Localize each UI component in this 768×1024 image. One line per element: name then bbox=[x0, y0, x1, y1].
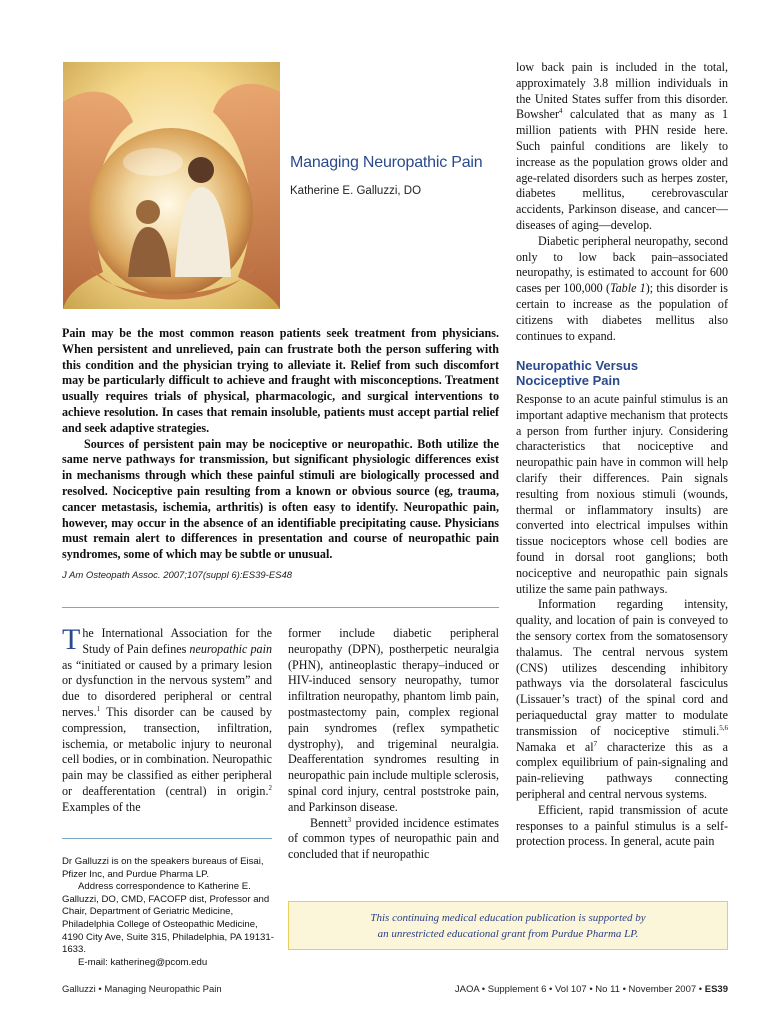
page-number: ES39 bbox=[704, 984, 728, 995]
body-paragraph bbox=[516, 60, 728, 234]
article-title: Managing Neuropathic Pain bbox=[290, 154, 483, 171]
body-paragraph: Response to an acute painful stimulus is an important adaptive mechanism that protects a person from further injury. Considering characteristics that nociceptive and neuropathic pain have in common will help clarify their differences. Pain signals resulting from noxious stimuli (wounds, thermal or inflammatory insults) are converted into electrical impulses within tissue nociceptors whose cell bodies are found in dorsal root ganglions; both nociceptive and neuropathic pain signals utilize the same pain pathways. bbox=[516, 392, 728, 596]
body-column-3-bottom bbox=[516, 392, 728, 850]
footnote-divider bbox=[62, 838, 272, 839]
article-author: Katherine E. Galluzzi, DO bbox=[290, 185, 422, 197]
abstract bbox=[62, 326, 499, 563]
drop-cap: T bbox=[62, 623, 81, 656]
text-run: he International Association for the Study of Pain defines bbox=[82, 626, 272, 656]
body-paragraph: Efficient, rapid transmission of acute responses to a painful stimulus is a self-protection process. In general, acute pain bbox=[516, 802, 728, 849]
reference-superscript: 4 bbox=[559, 107, 563, 116]
text-run: Examples of the bbox=[62, 799, 141, 814]
reference-superscript: 3 bbox=[347, 815, 352, 824]
grant-notice-line: an unrestricted educational grant from Purdue Pharma LP. bbox=[377, 928, 639, 940]
text-run: Namaka et al bbox=[516, 739, 594, 754]
author-footnote bbox=[62, 856, 274, 969]
term-emphasis: neuropathic pain bbox=[189, 641, 272, 656]
body-paragraph: former include diabetic peripheral neuropathy (DPN), postherpetic neuralgia (PHN), antineoplastic therapy–induced or HIV-induced sensory neuropathy, tumor infiltration neuropathy, phantom limb pain, postmastectomy pain, complex regional pain syndromes (reflex sympathetic dystrophy), and trigeminal neuralgia. Deafferentation syndromes resulting in neuropathic pain include multiple sclerosis, spinal cord injury, central poststroke pain, and Parkinson disease. bbox=[288, 626, 499, 814]
email-text: E-mail: katherineg@pcom.edu bbox=[78, 956, 208, 968]
abstract-paragraph: Pain may be the most common reason patients seek treatment from physicians. When persistent and unrelieved, pain can frustrate both the person suffering with this condition and the physician trying to alleviate it. Relief from such discomfort may be particularly difficult to achieve and fraught with misconceptions. Treatment usually requires trials of physical, pharmacologic, and surgical interventions to achieve resolution. In cases that remain insoluble, patients must accept partial relief and seek adaptive strategies. bbox=[62, 326, 499, 435]
text-run: as “initiated or caused by a primary lesion or dysfunction in the nervous system” and due to disordered peripheral or central nerves. bbox=[62, 657, 272, 719]
cupped-hands-photo-icon bbox=[63, 62, 280, 309]
section-heading-line: Nociceptive Pain bbox=[516, 373, 621, 388]
disclosure-text: Dr Galluzzi is on the speakers bureaus of Eisai, Pfizer Inc, and Purdue Pharma LP. bbox=[62, 856, 264, 880]
section-divider bbox=[62, 607, 499, 608]
grant-notice-box bbox=[288, 901, 728, 950]
reference-superscript: 5,6 bbox=[719, 723, 728, 732]
body-paragraph bbox=[288, 816, 499, 863]
section-heading-line: Neuropathic Versus bbox=[516, 358, 639, 373]
text-run: low back pain is included in the total, approximately 3.8 million individuals in the United States suffer from this disorder. Bowsher bbox=[516, 60, 728, 122]
body-paragraph bbox=[516, 597, 728, 802]
text-run: Information regarding intensity, quality, and location of pain is conveyed to the sensory cortex from the somatosensory thalamus. The central nervous system (CNS) utilizes descending inhibitory pathways via the dorsolateral fasciculus (Lissauer’s tract) of the spinal cord and periaqueductal gray matter to modulate transmission of nociceptive stimuli. bbox=[516, 597, 728, 738]
text-run: Diabetic peripheral neuropathy, second only to low back pain–associated neuropathy, is estimated to account for 600 cases per 100,000 ( bbox=[516, 233, 728, 296]
running-footer-right bbox=[455, 984, 728, 995]
text-run: Bennett bbox=[310, 815, 348, 830]
hero-image bbox=[63, 62, 280, 309]
body-column-2 bbox=[288, 626, 499, 863]
running-footer-left: Galluzzi • Managing Neuropathic Pain bbox=[62, 984, 222, 995]
journal-citation: J Am Osteopath Assoc. 2007;107(suppl 6):ES39-ES48 bbox=[62, 570, 293, 581]
reference-superscript: 2 bbox=[268, 783, 272, 792]
table-reference: Table 1 bbox=[610, 281, 646, 296]
grant-notice-line: This continuing medical education publication is supported by bbox=[370, 912, 646, 924]
text-run: provided incidence estimates of common types of neuropathic pain and concluded that if neuropathic bbox=[288, 815, 499, 862]
text-run: This disorder can be caused by compression, transection, infiltration, ischemia, or metabolic injury to neuronal cell bodies, or in combination. Neuropathic pain may be classified as either peripheral or deafferentation (central) in origin. bbox=[62, 704, 272, 798]
text-run: characterize this as a complex equilibrium of pain-signaling and pain-relieving pathways connecting peripheral and central nervous systems. bbox=[516, 739, 728, 801]
text-run: ); this disorder is certain to increase as the population of citizens with diabetes mellitus also continues to expand. bbox=[516, 281, 728, 343]
intro-paragraph bbox=[62, 623, 272, 816]
reference-superscript: 1 bbox=[96, 704, 101, 713]
section-heading bbox=[516, 358, 728, 388]
body-paragraph bbox=[516, 234, 728, 345]
journal-info: JAOA • Supplement 6 • Vol 107 • No 11 • November 2007 • bbox=[454, 984, 705, 995]
body-column-3-top bbox=[516, 60, 728, 344]
correspondence-text: Address correspondence to Katherine E. Galluzzi, DO, CMD, FACOFP dist, Professor and Chair, Department of Geriatric Medicine, Philadelphia College of Osteopathic Medicine, 4190 City Ave, Suite 315, Philadelphia, PA 19131-1633. bbox=[62, 881, 274, 956]
abstract-paragraph: Sources of persistent pain may be nociceptive or neuropathic. Both utilize the same nerve pathways for transmission, but significant physiologic differences exist in mechanisms through which these painful stimuli are biologically processed and resolved. Nociceptive pain resulting from a known or obvious source (eg, trauma, cancer metastasis, ischemia, arthritis) is often easy to identify. Neuropathic pain, however, may occur in the absence of an identifiable precipitating cause. Physicians must remain alert to differences in presentation and course of neuropathic pain syndromes, some of which may be subtle or unusual. bbox=[62, 436, 499, 562]
body-column-1 bbox=[62, 623, 272, 816]
text-run: calculated that as many as 1 million patients with PHN reside here. Such painful conditions are likely to increase as the population grows older and age-related disorders such as herpes zoster, diabetes mellitus, cerebrovascular accidents, Parkinson disease, and cancer—diseases of aging—develop. bbox=[516, 107, 728, 232]
reference-superscript: 7 bbox=[593, 739, 598, 748]
